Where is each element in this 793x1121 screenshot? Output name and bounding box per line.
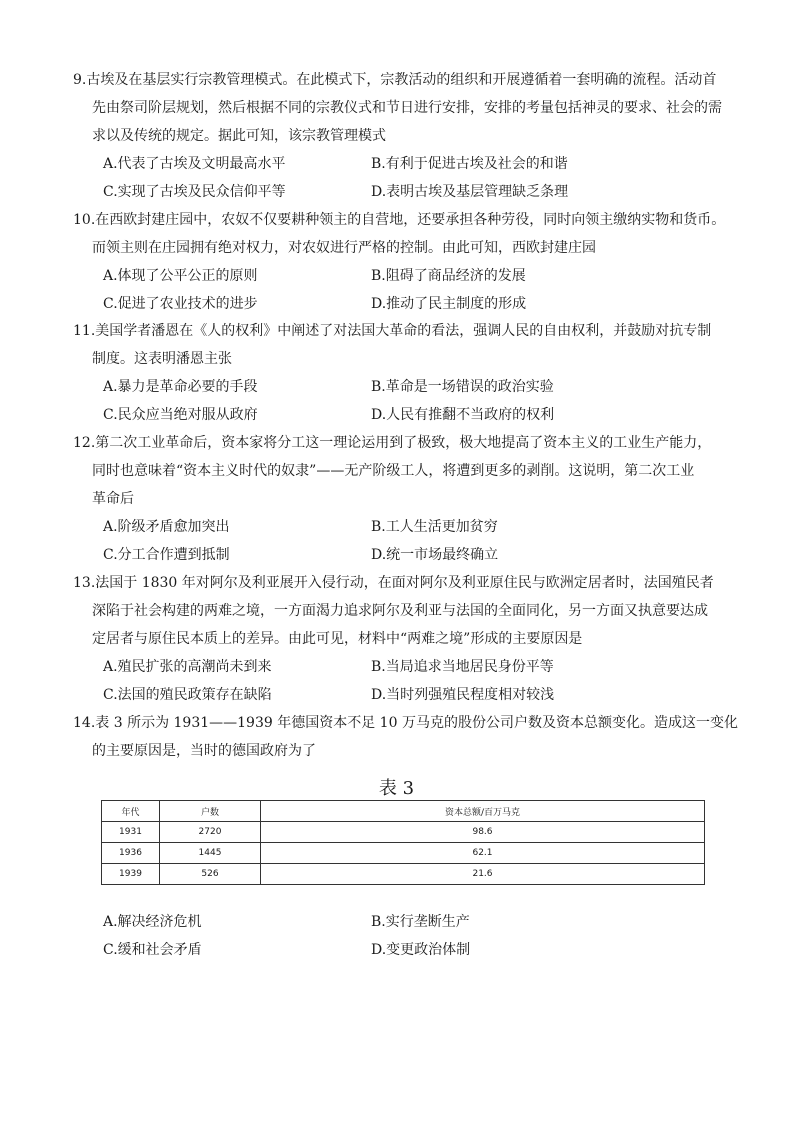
option-row bbox=[73, 373, 733, 401]
question-14 bbox=[73, 709, 738, 765]
option-a[interactable]: A.体现了公平公正的原则 bbox=[103, 268, 258, 284]
option-row bbox=[73, 262, 733, 290]
option-b[interactable]: B.革命是一场错误的政治实验 bbox=[371, 379, 554, 395]
question-stem-line: 14.表 3 所示为 1931——1939 年德国资本不足 10 万马克的股份公司户数及资本总额变化。造成这一变化 bbox=[73, 715, 738, 731]
table-cell: 526 bbox=[160, 864, 261, 885]
question-stem-line: 而领主则在庄园拥有绝对权力，对农奴进行严格的控制。由此可知，西欧封建庄园 bbox=[92, 240, 596, 256]
question-stem-line: 11.美国学者潘恩在《人的权利》中阐述了对法国大革命的看法，强调人民的自由权利，并鼓励对抗专制 bbox=[73, 323, 712, 339]
option-c[interactable]: C.民众应当绝对服从政府 bbox=[103, 407, 258, 423]
option-row bbox=[73, 936, 733, 964]
option-row bbox=[73, 513, 733, 541]
option-c[interactable]: C.实现了古埃及民众信仰平等 bbox=[103, 184, 286, 200]
question-stem-line: 的主要原因是，当时的德国政府为了 bbox=[92, 743, 316, 759]
question-stem-line: 深陷于社会构建的两难之境，一方面渴力追求阿尔及利亚与法国的全面同化，另一方面又执意要达成 bbox=[92, 603, 708, 619]
option-row bbox=[73, 178, 733, 206]
table-row bbox=[102, 843, 705, 864]
option-c[interactable]: C.促进了农业技术的进步 bbox=[103, 296, 258, 312]
option-row bbox=[73, 541, 733, 569]
option-b[interactable]: B.有利于促进古埃及社会的和谐 bbox=[371, 156, 568, 172]
question-stem-line: 10.在西欧封建庄园中，农奴不仅要耕种领主的自营地，还要承担各种劳役，同时向领主缴纳实物和货币。 bbox=[73, 212, 726, 228]
table-cell: 1931 bbox=[102, 822, 160, 843]
table-caption: 表 3 bbox=[378, 778, 415, 799]
question-9 bbox=[73, 66, 733, 206]
question-11 bbox=[73, 317, 733, 429]
table-cell: 62.1 bbox=[261, 843, 705, 864]
question-stem-line: 求以及传统的规定。据此可知，该宗教管理模式 bbox=[92, 128, 386, 144]
question-stem-line: 定居者与原住民本质上的差异。由此可见，材料中“两难之境”形成的主要原因是 bbox=[92, 631, 583, 647]
question-14-options bbox=[73, 908, 733, 964]
option-c[interactable]: C.缓和社会矛盾 bbox=[103, 942, 202, 958]
option-row bbox=[73, 908, 733, 936]
table-row bbox=[102, 864, 705, 885]
question-stem-line: 9.古埃及在基层实行宗教管理模式。在此模式下，宗教活动的组织和开展遵循着一套明确的流程。活动首 bbox=[73, 72, 717, 88]
option-row bbox=[73, 401, 733, 429]
option-d[interactable]: D.人民有推翻不当政府的权利 bbox=[371, 407, 555, 423]
question-13 bbox=[73, 569, 733, 709]
table-cell: 2720 bbox=[160, 822, 261, 843]
data-table bbox=[101, 800, 705, 885]
option-a[interactable]: A.阶级矛盾愈加突出 bbox=[103, 519, 230, 535]
table-cell: 98.6 bbox=[261, 822, 705, 843]
table-cell: 1939 bbox=[102, 864, 160, 885]
table-header-row bbox=[102, 801, 705, 822]
option-d[interactable]: D.表明古埃及基层管理缺乏条理 bbox=[371, 184, 569, 200]
question-stem-line: 同时也意味着“资本主义时代的奴隶”——无产阶级工人，将遭到更多的剥削。这说明，第二次工业 bbox=[92, 463, 695, 479]
option-a[interactable]: A.代表了古埃及文明最高水平 bbox=[103, 156, 286, 172]
table-header-cell: 户数 bbox=[160, 801, 261, 822]
option-row bbox=[73, 681, 733, 709]
option-b[interactable]: B.阻碍了商品经济的发展 bbox=[371, 268, 526, 284]
question-stem-line: 制度。这表明潘恩主张 bbox=[92, 351, 232, 367]
question-10 bbox=[73, 206, 733, 318]
option-a[interactable]: A.殖民扩张的高潮尚未到来 bbox=[103, 659, 272, 675]
table-cell: 1445 bbox=[160, 843, 261, 864]
option-a[interactable]: A.解决经济危机 bbox=[103, 914, 202, 930]
table-header-cell: 年代 bbox=[102, 801, 160, 822]
option-c[interactable]: C.法国的殖民政策存在缺陷 bbox=[103, 687, 272, 703]
option-a[interactable]: A.暴力是革命必要的手段 bbox=[103, 379, 258, 395]
question-12 bbox=[73, 429, 733, 569]
question-stem-line: 13.法国于 1830 年对阿尔及利亚展开入侵行动，在面对阿尔及利亚原住民与欧洲定居者时，法国殖民者 bbox=[73, 575, 714, 591]
question-stem-line: 12.第二次工业革命后，资本家将分工这一理论运用到了极致，极大地提高了资本主义的工业生产能力， bbox=[73, 435, 712, 451]
question-stem-line: 革命后 bbox=[92, 491, 134, 507]
option-b[interactable]: B.实行垄断生产 bbox=[371, 914, 470, 930]
question-stem-line: 先由祭司阶层规划，然后根据不同的宗教仪式和节日进行安排，安排的考量包括神灵的要求、社会的需 bbox=[92, 100, 722, 116]
table-row bbox=[102, 822, 705, 843]
option-row bbox=[73, 150, 733, 178]
option-d[interactable]: D.变更政治体制 bbox=[371, 942, 471, 958]
option-b[interactable]: B.当局追求当地居民身份平等 bbox=[371, 659, 554, 675]
option-b[interactable]: B.工人生活更加贫穷 bbox=[371, 519, 498, 535]
option-row bbox=[73, 290, 733, 318]
option-d[interactable]: D.当时列强殖民程度相对较浅 bbox=[371, 687, 555, 703]
option-d[interactable]: D.推动了民主制度的形成 bbox=[371, 296, 527, 312]
option-c[interactable]: C.分工合作遭到抵制 bbox=[103, 547, 230, 563]
table-cell: 1936 bbox=[102, 843, 160, 864]
option-d[interactable]: D.统一市场最终确立 bbox=[371, 547, 499, 563]
table-header-cell: 资本总额/百万马克 bbox=[261, 801, 705, 822]
option-row bbox=[73, 653, 733, 681]
table-cell: 21.6 bbox=[261, 864, 705, 885]
